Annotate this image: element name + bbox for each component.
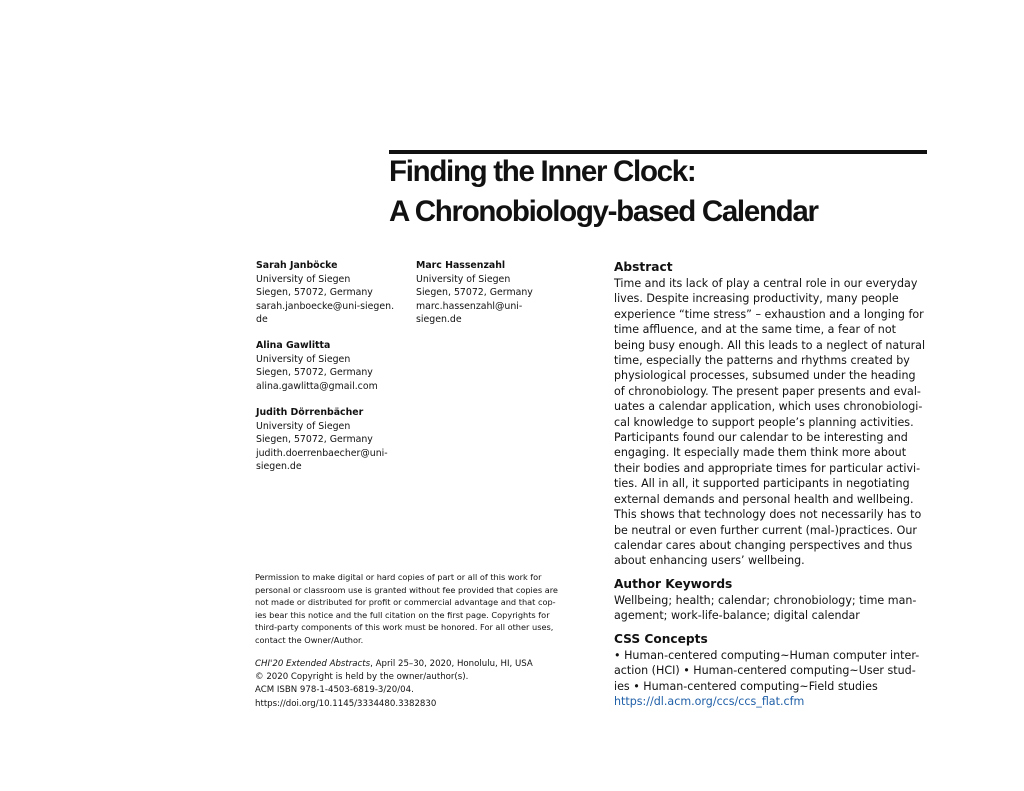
ccs-link[interactable]: https://dl.acm.org/ccs/ccs_flat.cfm: [614, 695, 805, 709]
permission-line: personal or classroom use is granted without fee provided that copies are: [255, 584, 558, 595]
ccs-line: action (HCI) • Human-centered computing~User stud-: [614, 664, 916, 678]
permission-line: not made or distributed for profit or commercial advantage and that cop-: [255, 597, 556, 608]
author-location: Siegen, 57072, Germany: [416, 287, 533, 298]
abstract-line: calendar cares about changing perspectives and thus: [614, 538, 913, 552]
keywords-heading: Author Keywords: [614, 577, 733, 591]
author-location: Siegen, 57072, Germany: [256, 367, 373, 378]
abstract-line: ties. All in all, it supported participants in negotiating: [614, 477, 910, 491]
author-email: alina.gawlitta@gmail.com: [256, 380, 378, 392]
abstract-line: be neutral or even further current (mal-)practices. Our: [614, 523, 917, 537]
citation-venue: CHI'20 Extended Abstracts: [255, 659, 371, 669]
author-location: Siegen, 57072, Germany: [256, 434, 373, 445]
author-name: Marc Hassenzahl: [416, 260, 506, 271]
abstract-line: uates a calendar application, which uses chronobiologi-: [614, 400, 923, 414]
author-affiliation: University of Siegen: [256, 273, 351, 285]
abstract-line: their bodies and appropriate times for particular activi-: [614, 461, 921, 475]
abstract-line: time affluence, and at the same time, a fear of not: [614, 323, 896, 337]
keywords-line: agement; work-life-balance; digital calendar: [614, 609, 860, 623]
author-affiliation: University of Siegen: [256, 420, 351, 432]
author-email: marc.hassenzahl@uni-: [416, 300, 523, 312]
author-block: [416, 259, 576, 327]
abstract-line: being busy enough. All this leads to a neglect of natural: [614, 338, 926, 352]
citation-isbn: ACM ISBN 978-1-4503-6819-3/20/04.: [255, 685, 414, 696]
permission-notice: [255, 571, 600, 647]
author-location: Siegen, 57072, Germany: [256, 287, 373, 298]
abstract-line: This shows that technology does not necessarily has to: [614, 508, 922, 522]
author-name: Alina Gawlitta: [256, 340, 331, 351]
author-email-cont: de: [256, 314, 268, 325]
ccs-body: [614, 648, 934, 710]
abstract-line: about enhancing users’ wellbeing.: [614, 554, 805, 568]
author-block: [256, 259, 416, 327]
title-line-1: Finding the Inner Clock:: [389, 155, 696, 188]
abstract-line: Participants found our calendar to be interesting and: [614, 431, 908, 445]
ccs-heading: CSS Concepts: [614, 632, 708, 646]
author-name: Judith Dörrenbächer: [256, 407, 364, 418]
author-email-cont: siegen.de: [416, 314, 462, 325]
title-line-2: A Chronobiology-based Calendar: [389, 195, 818, 228]
citation-doi: https://doi.org/10.1145/3334480.3382830: [255, 698, 437, 709]
abstract-line: of chronobiology. The present paper presents and eval-: [614, 384, 921, 398]
abstract-line: time, especially the patterns and rhythms created by: [614, 354, 910, 368]
abstract-heading: Abstract: [614, 260, 673, 274]
citation-copyright: © 2020 Copyright is held by the owner/author(s).: [255, 672, 469, 683]
abstract-line: experience “time stress” – exhaustion and a longing for: [614, 307, 924, 321]
abstract-line: cal knowledge to support people’s planning activities.: [614, 415, 914, 429]
author-email-cont: siegen.de: [256, 461, 302, 472]
author-email: sarah.janboecke@uni-siegen.: [256, 300, 395, 312]
citation-venue-line: [255, 658, 600, 671]
keywords-line: Wellbeing; health; calendar; chronobiology; time man-: [614, 594, 917, 607]
citation-venue-details: , April 25–30, 2020, Honolulu, HI, USA: [370, 659, 533, 669]
abstract-line: external demands and personal health and wellbeing.: [614, 492, 914, 506]
abstract-line: Time and its lack of play a central role in our everyday: [614, 277, 918, 290]
abstract-line: physiological processes, subsumed under the heading: [614, 369, 916, 383]
author-block: [256, 339, 416, 393]
author-block: [256, 406, 416, 474]
permission-line: ies bear this notice and the full citation on the first page. Copyrights for: [255, 609, 550, 620]
ccs-line: • Human-centered computing~Human computer inter-: [614, 649, 920, 662]
permission-line: contact the Owner/Author.: [255, 634, 364, 645]
author-name: Sarah Janböcke: [256, 260, 338, 271]
abstract-line: lives. Despite increasing productivity, many people: [614, 292, 899, 306]
author-email: judith.doerrenbaecher@uni-: [256, 447, 388, 459]
abstract-line: engaging. It especially made them think more about: [614, 446, 907, 460]
keywords-body: [614, 593, 934, 624]
ccs-line: ies • Human-centered computing~Field studies: [614, 679, 878, 693]
author-affiliation: University of Siegen: [256, 353, 351, 365]
citation-block: [255, 658, 600, 711]
abstract-body: [614, 276, 934, 569]
permission-line: third-party components of this work must be honored. For all other uses,: [255, 622, 554, 633]
paper-title: [389, 152, 949, 232]
permission-line: Permission to make digital or hard copies of part or all of this work for: [255, 572, 542, 582]
author-affiliation: University of Siegen: [416, 273, 511, 285]
